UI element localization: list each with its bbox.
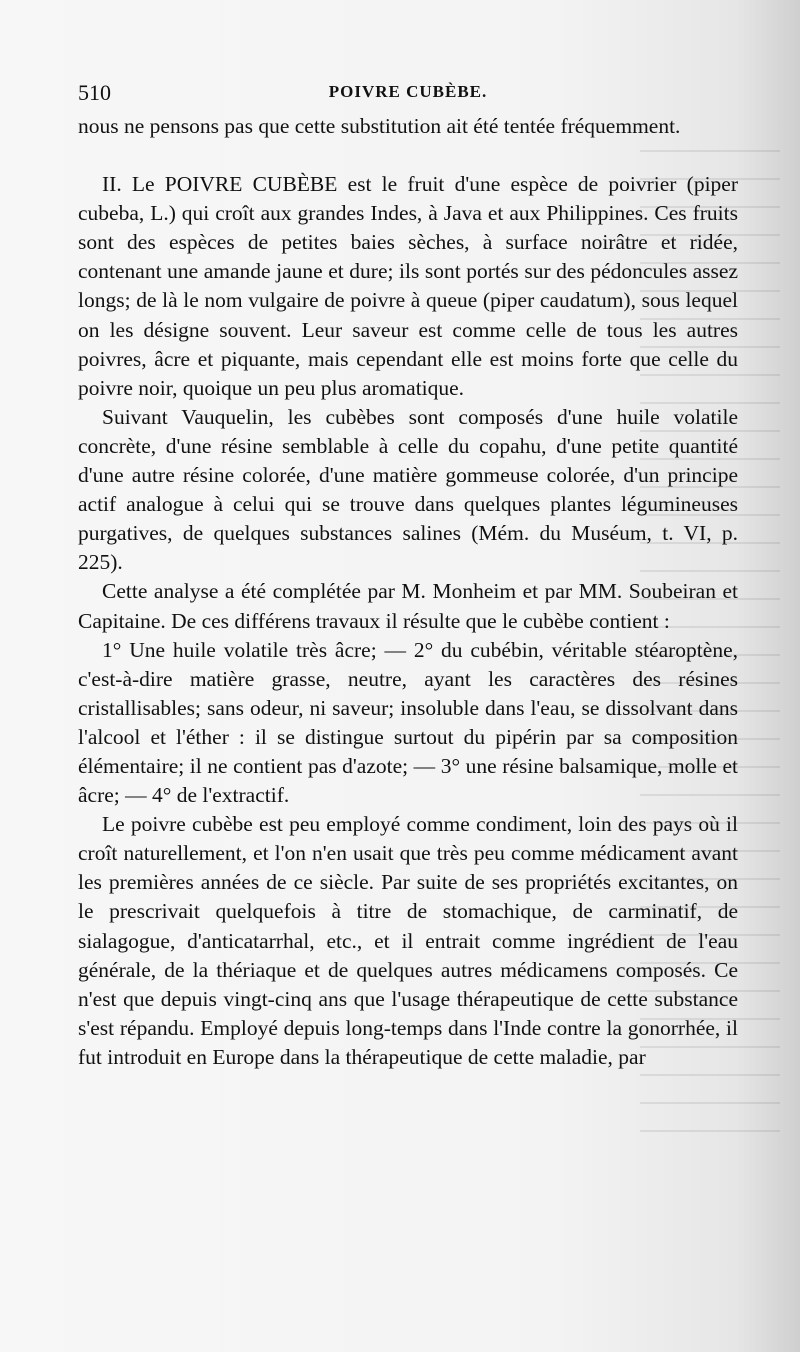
- running-head: POIVRE CUBÈBE.: [328, 82, 488, 101]
- page-header: [78, 80, 738, 110]
- paragraph-poivre-cubebe: II. Le POIVRE CUBÈBE est le fruit d'une espèce de poivrier (piper cubeba, L.) qui croît aux grandes Indes, à Java et aux Philippines. Ces fruits sont des espèces de petites baies sèches, à surface noirâtre et ridée, contenant une amande jaune et dure; ils sont portés sur des pédoncules assez longs; de là le nom vulgaire de poivre à queue (piper caudatum), sous lequel on les désigne souvent. Leur saveur est comme celle de tous les autres poivres, âcre et piquante, mais cependant elle est moins forte que celle du poivre noir, quoique un peu plus aromatique.: [78, 172, 738, 400]
- page-number: 510: [78, 80, 111, 105]
- paragraph-continuation: nous ne pensons pas que cette substitution ait été tentée fréquemment.: [78, 114, 681, 138]
- paragraph-gap: [78, 141, 738, 170]
- paragraph-usage: Le poivre cubèbe est peu employé comme condiment, loin des pays où il croît naturellement, et l'on n'en usait que très peu comme médicament avant les premières années de ce siècle. Par suite de ses propriétés excitantes, on le prescrivait quelquefois à titre de stomachique, de carminatif, de sialagogue, d'anticatarrhal, etc., et il entrait comme ingrédient de l'eau générale, de la thériaque et de quelques autres médicamens composés. Ce n'est que depuis vingt-cinq ans que l'usage thérapeutique de cette substance s'est répandu. Employé depuis long-temps dans l'Inde contre la gonorrhée, il fut introduit en Europe dans la thérapeutique de cette maladie, par: [78, 812, 738, 1069]
- paragraph-analyse: Cette analyse a été complétée par M. Monheim et par MM. Soubeiran et Capitaine. De ces différens travaux il résulte que le cubèbe contient :: [78, 579, 738, 633]
- body-text: [78, 112, 738, 1072]
- paragraph-composition-list: 1° Une huile volatile très âcre; — 2° du cubébin, véritable stéaroptène, c'est-à-dire matière grasse, neutre, ayant les caractères des résines cristallisables; sans odeur, ni saveur; insoluble dans l'eau, se dissolvant dans l'alcool et l'éther : il se distingue surtout du pipérin par sa composition élémentaire; il ne contient pas d'azote; — 3° une résine balsamique, molle et âcre; — 4° de l'extractif.: [78, 637, 738, 808]
- paragraph-vauquelin: Suivant Vauquelin, les cubèbes sont composés d'une huile volatile concrète, d'une résine semblable à celle du copahu, d'une petite quantité d'une autre résine colorée, d'une matière gommeuse colorée, d'un principe actif analogue à celui qui se trouve dans quelques plantes légumineuses purgatives, de quelques substances salines (Mém. du Muséum, t. VI, p. 225).: [78, 404, 738, 575]
